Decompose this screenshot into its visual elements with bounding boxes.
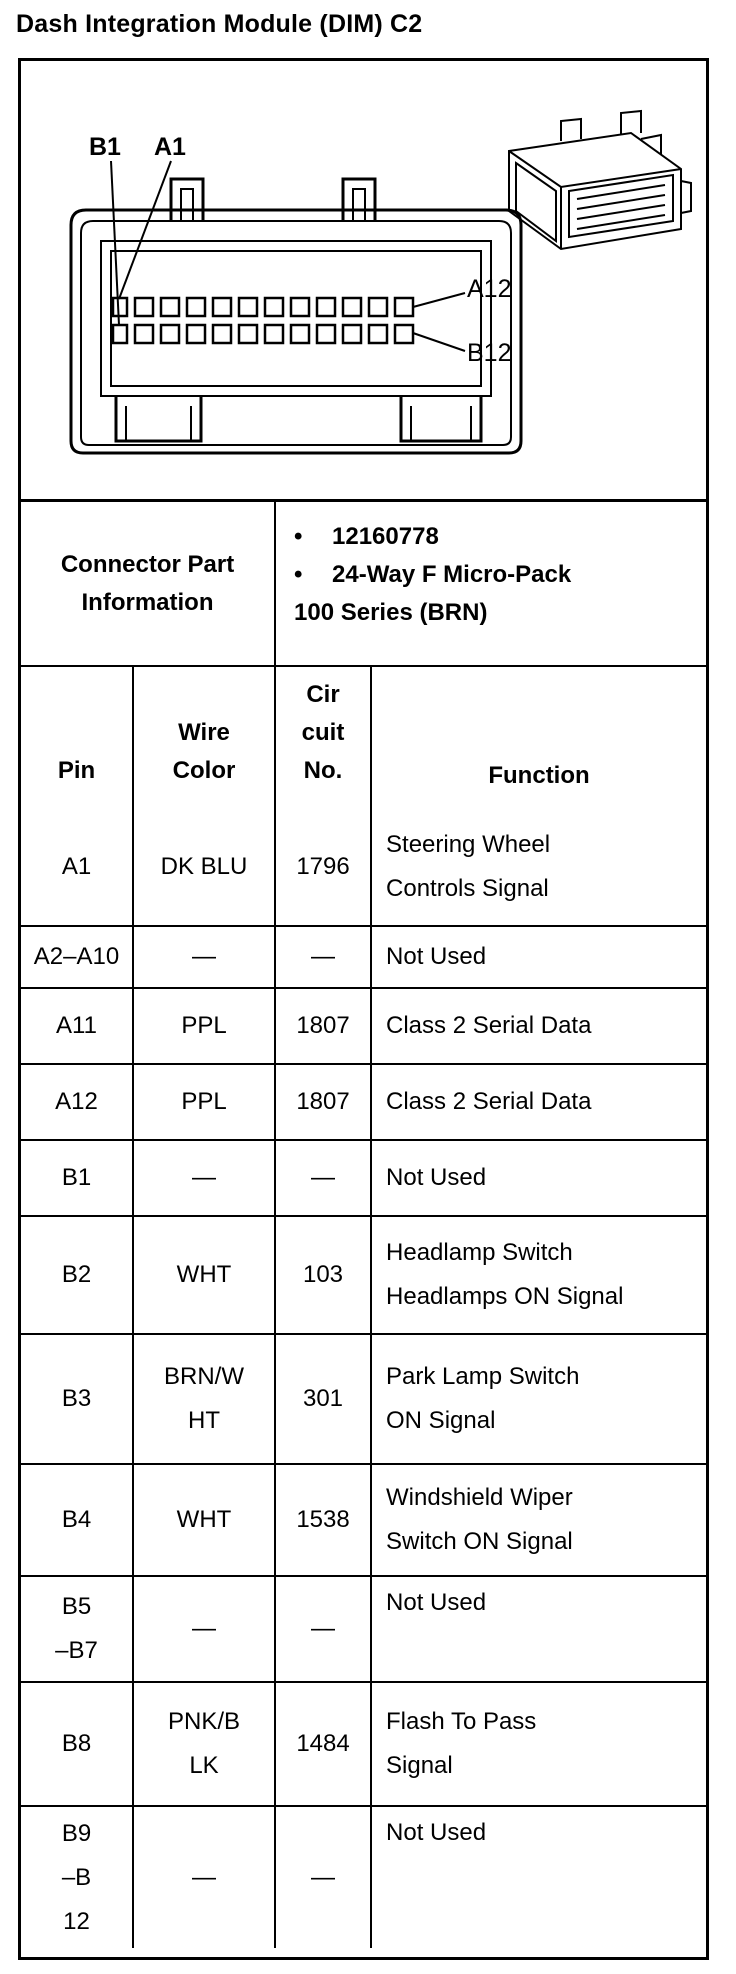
header-pin: Pin xyxy=(21,666,133,808)
wire-color-cell: BRN/W HT xyxy=(133,1334,275,1464)
page-title: Dash Integration Module (DIM) C2 xyxy=(16,10,423,38)
pin-cell: A11 xyxy=(21,988,133,1064)
table-row xyxy=(21,808,706,926)
pin-cell: B8 xyxy=(21,1682,133,1806)
function-cell: Not Used xyxy=(371,1576,706,1682)
part-number: 12160778 xyxy=(332,523,439,550)
function-cell: Not Used xyxy=(371,1140,706,1216)
circuit-cell: — xyxy=(275,1806,371,1948)
pin-cell: B4 xyxy=(21,1464,133,1576)
label-b12: B12 xyxy=(467,339,512,367)
table-row xyxy=(21,1216,706,1334)
pin-cell: B3 xyxy=(21,1334,133,1464)
connector-3d-view xyxy=(509,111,691,249)
connector-diagram xyxy=(21,61,706,502)
table-row xyxy=(21,1064,706,1140)
wire-color-cell: PPL xyxy=(133,1064,275,1140)
wire-color-cell: — xyxy=(133,1576,275,1682)
table-row xyxy=(21,1576,706,1682)
connector-face-drawing xyxy=(21,61,706,499)
wire-color-cell: PNK/B LK xyxy=(133,1682,275,1806)
connector-table-frame xyxy=(18,58,709,1960)
circuit-cell: 1538 xyxy=(275,1464,371,1576)
table-row xyxy=(21,1806,706,1948)
label-a1: A1 xyxy=(154,133,186,161)
circuit-cell: 301 xyxy=(275,1334,371,1464)
pin-cell: B5 –B7 xyxy=(21,1576,133,1682)
table-row xyxy=(21,1682,706,1806)
wire-color-cell: — xyxy=(133,1806,275,1948)
pin-cell: A2–A10 xyxy=(21,926,133,988)
function-cell: Not Used xyxy=(371,1806,706,1948)
connector-info-row xyxy=(21,502,706,666)
circuit-cell: — xyxy=(275,1140,371,1216)
row-a-cavities xyxy=(113,298,413,316)
header-function: Function xyxy=(371,666,706,808)
label-a12: A12 xyxy=(467,275,512,303)
pinout-rows xyxy=(21,808,706,1948)
table-row xyxy=(21,988,706,1064)
table-row xyxy=(21,1140,706,1216)
pin-cell: B2 xyxy=(21,1216,133,1334)
wire-color-cell: PPL xyxy=(133,988,275,1064)
wire-color-cell: WHT xyxy=(133,1216,275,1334)
function-cell: Headlamp Switch Headlamps ON Signal xyxy=(371,1216,706,1334)
circuit-cell: 1807 xyxy=(275,1064,371,1140)
pin-cell: A1 xyxy=(21,808,133,926)
circuit-cell: 1807 xyxy=(275,988,371,1064)
function-cell: Flash To Pass Signal xyxy=(371,1682,706,1806)
connector-type: 24-Way F Micro-Pack xyxy=(332,561,572,588)
pin-cell: A12 xyxy=(21,1064,133,1140)
function-cell: Not Used xyxy=(371,926,706,988)
connector-info-label: Connector Part Information xyxy=(21,502,275,666)
header-circuit: Cir cuit No. xyxy=(275,666,371,808)
wire-color-cell: WHT xyxy=(133,1464,275,1576)
wire-color-cell: DK BLU xyxy=(133,808,275,926)
circuit-cell: 1796 xyxy=(275,808,371,926)
table-row xyxy=(21,926,706,988)
function-cell: Class 2 Serial Data xyxy=(371,1064,706,1140)
wire-color-cell: — xyxy=(133,926,275,988)
table-row xyxy=(21,1334,706,1464)
circuit-cell: 103 xyxy=(275,1216,371,1334)
row-b-cavities xyxy=(113,325,413,343)
table-row xyxy=(21,1464,706,1576)
connector-info-value: • 12160778 • 24-Way F Micro-Pack 100 Series (BRN) xyxy=(275,502,706,666)
label-b1: B1 xyxy=(89,133,121,161)
wire-color-cell: — xyxy=(133,1140,275,1216)
function-cell: Class 2 Serial Data xyxy=(371,988,706,1064)
circuit-cell: 1484 xyxy=(275,1682,371,1806)
pin-cell: B1 xyxy=(21,1140,133,1216)
connector-series: 100 Series (BRN) xyxy=(294,599,488,626)
header-wire-color: Wire Color xyxy=(133,666,275,808)
pinout-table xyxy=(21,502,706,1948)
circuit-cell: — xyxy=(275,926,371,988)
header-row xyxy=(21,666,706,808)
function-cell: Park Lamp Switch ON Signal xyxy=(371,1334,706,1464)
function-cell: Steering Wheel Controls Signal xyxy=(371,808,706,926)
pin-cell: B9 –B 12 xyxy=(21,1806,133,1948)
circuit-cell: — xyxy=(275,1576,371,1682)
function-cell: Windshield Wiper Switch ON Signal xyxy=(371,1464,706,1576)
